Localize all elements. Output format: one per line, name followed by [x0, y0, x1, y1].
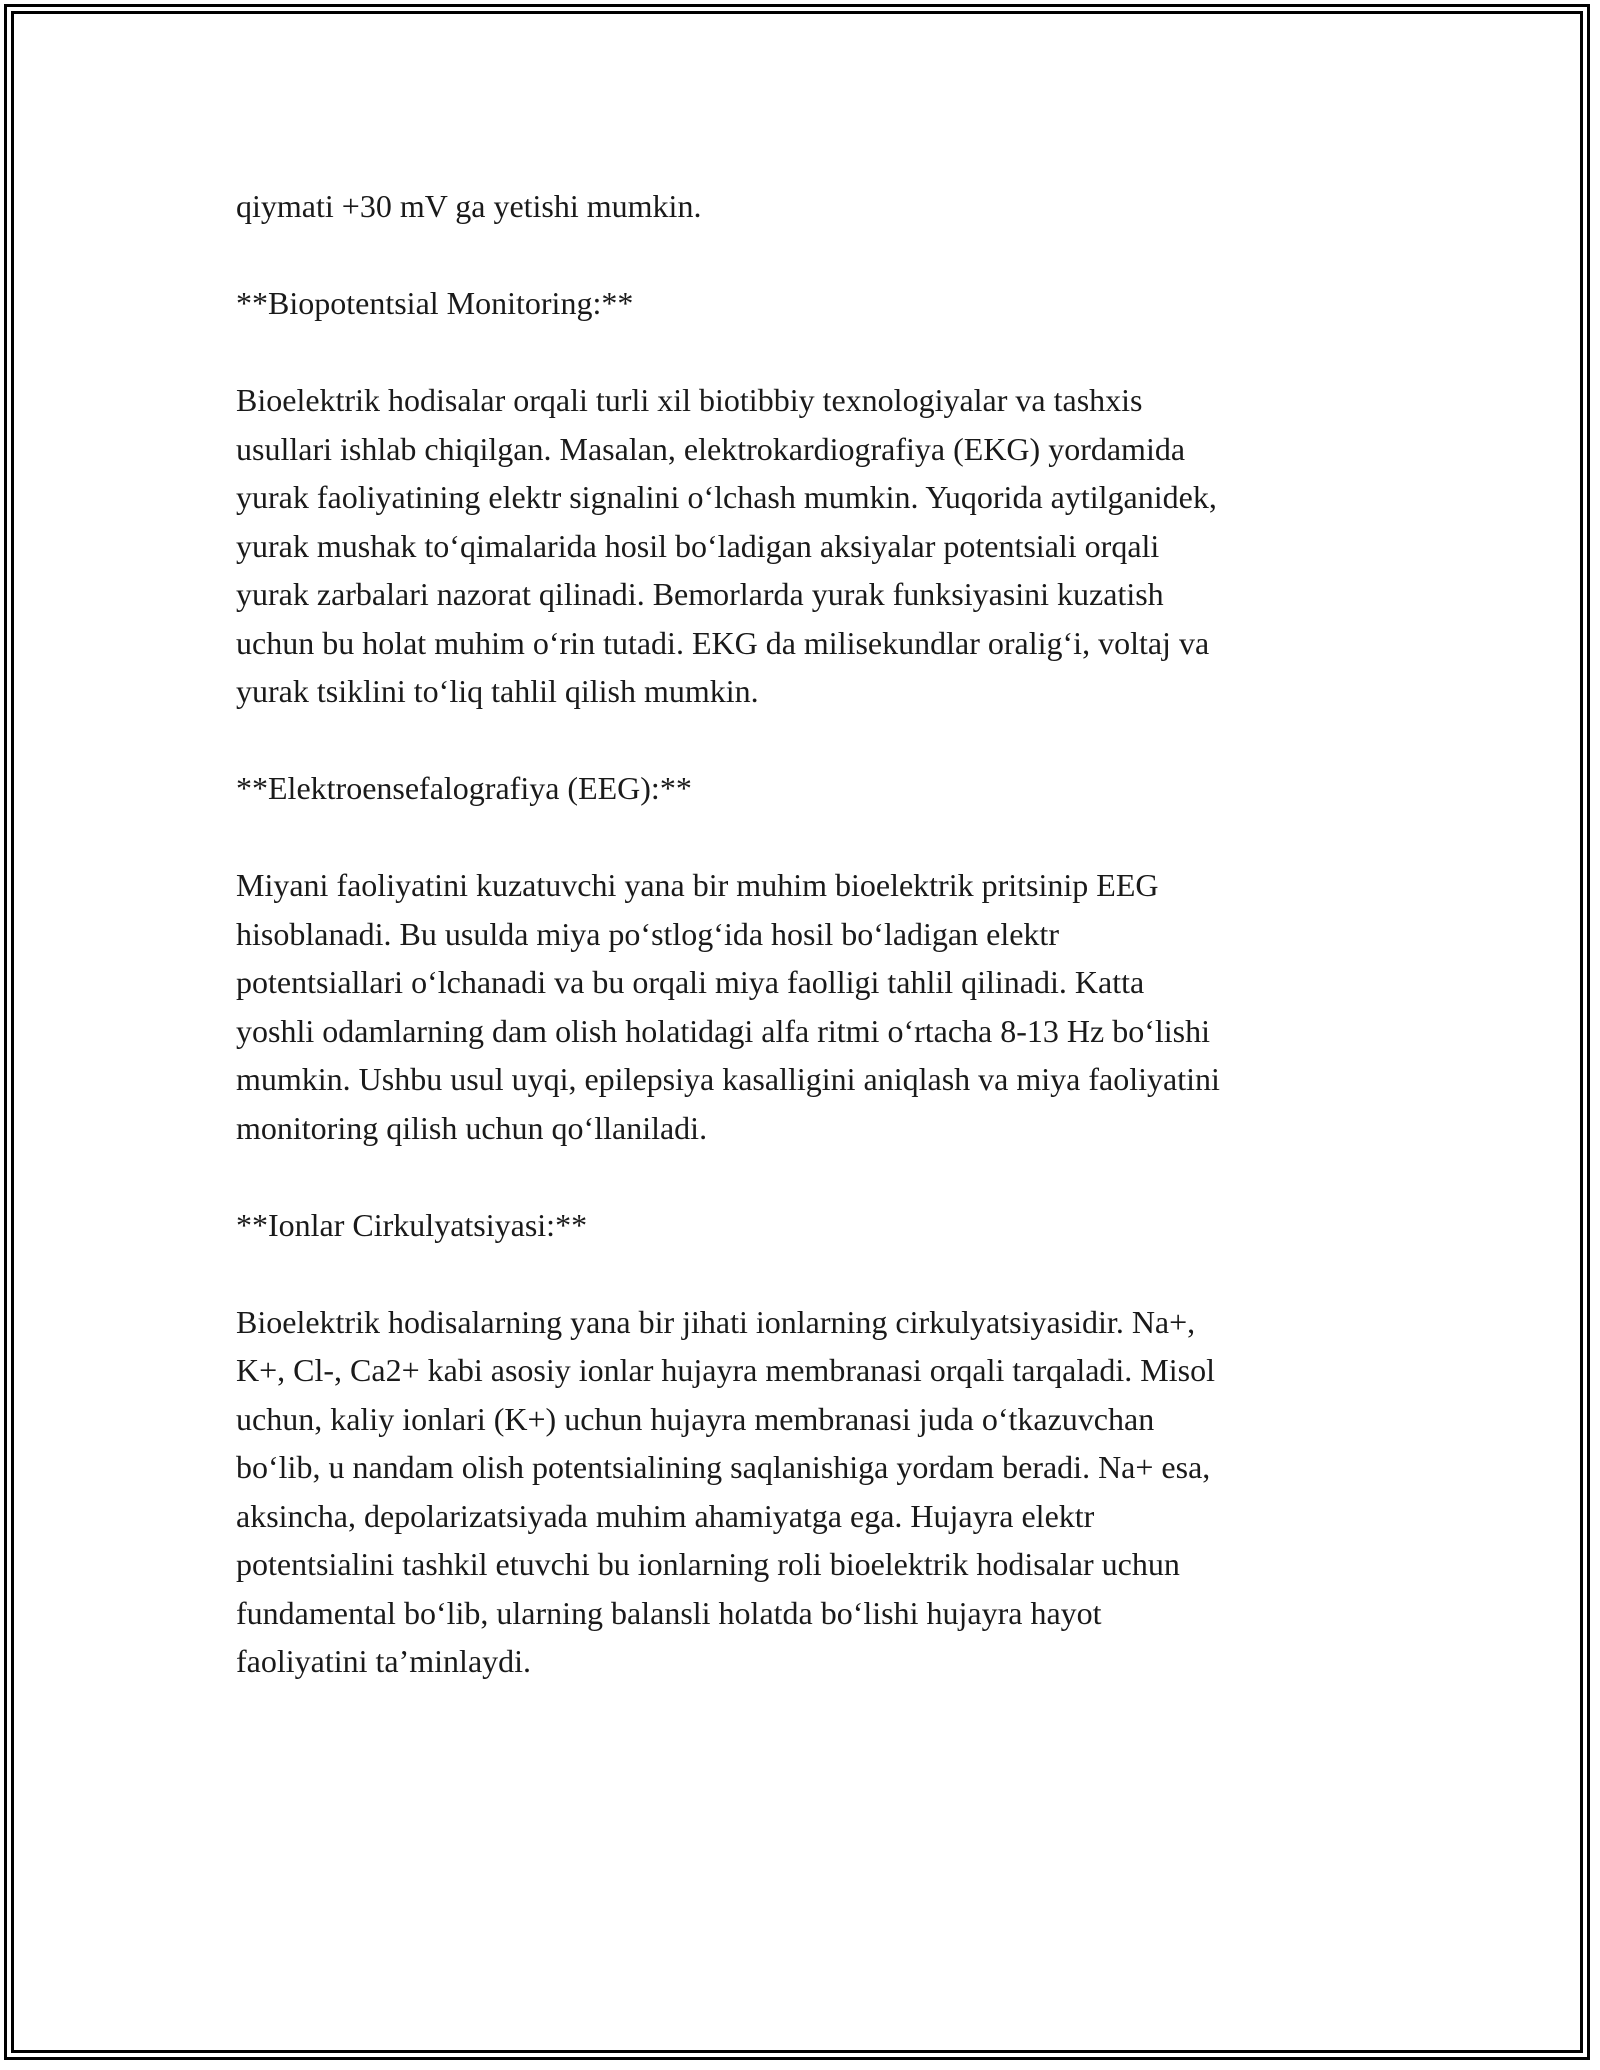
text-line: K+, Cl-, Ca2+ kabi asosiy ionlar hujayra membranasi orqali tarqaladi. Misol	[236, 1352, 1215, 1388]
text-line: monitoring qilish uchun qo‘llaniladi.	[236, 1109, 708, 1146]
heading-text: **Elektroensefalografiya (EEG):**	[236, 770, 692, 806]
text-line: Bioelektrik hodisalar orqali turli xil biotibbiy texnologiyalar va tashxis	[236, 382, 1143, 418]
paragraph-ekg	[236, 376, 1376, 716]
text-line: yurak tsiklini to‘liq tahlil qilish mumkin.	[236, 673, 759, 709]
text-line: potentsiallari o‘lchanadi va bu orqali miya faolligi tahlil qilinadi. Katta	[236, 964, 1145, 1000]
text-line: Miyani faoliyatini kuzatuvchi yana bir muhim bioelektrik pritsinip EEG	[236, 867, 1159, 903]
paragraph-eeg	[236, 861, 1376, 1152]
document-body	[236, 182, 1376, 1734]
text-line: bo‘lib, u nandam olish potentsialining saqlanishiga yordam beradi. Na+ esa,	[236, 1449, 1211, 1485]
paragraph-ionlar	[236, 1298, 1376, 1686]
text-line: qiymati +30 mV ga yetishi mumkin.	[236, 188, 702, 224]
text-line: usullari ishlab chiqilgan. Masalan, elektrokardiografiya (EKG) yordamida	[236, 430, 1186, 467]
text-line: yoshli odamlarning dam olish holatidagi alfa ritmi o‘rtacha 8-13 Hz bo‘lishi	[236, 1012, 1210, 1049]
text-line: aksincha, depolarizatsiyada muhim ahamiyatga ega. Hujayra elektr	[236, 1497, 1095, 1534]
heading-text: **Ionlar Cirkulyatsiyasi:**	[236, 1206, 588, 1243]
text-line: yurak zarbalari nazorat qilinadi. Bemorlarda yurak funksiyasini kuzatish	[236, 576, 1164, 612]
text-line: mumkin. Ushbu usul uyqi, epilepsiya kasalligini aniqlash va miya faoliyatini	[236, 1061, 1220, 1097]
text-line: Bioelektrik hodisalarning yana bir jihati ionlarning cirkulyatsiyasidir. Na+,	[236, 1303, 1196, 1340]
text-line: fundamental bo‘lib, ularning balansli holatda bo‘lishi hujayra hayot	[236, 1594, 1102, 1631]
heading-biopotentsial-monitoring	[236, 279, 1376, 328]
text-line: potentsialini tashkil etuvchi bu ionlarning roli bioelektrik hodisalar uchun	[236, 1546, 1180, 1582]
text-line: yurak mushak to‘qimalarida hosil bo‘ladigan aksiyalar potentsiali orqali	[236, 527, 1160, 564]
heading-text: **Biopotentsial Monitoring:**	[236, 285, 634, 321]
text-line: yurak faoliyatining elektr signalini o‘lchash mumkin. Yuqorida aytilganidek,	[236, 479, 1217, 515]
text-line: uchun, kaliy ionlari (K+) uchun hujayra membranasi juda o‘tkazuvchan	[236, 1400, 1155, 1437]
heading-elektroensefalografiya	[236, 764, 1376, 813]
text-line: hisoblanadi. Bu usulda miya po‘stlog‘ida hosil bo‘ladigan elektr	[236, 915, 1059, 952]
paragraph-intro	[236, 182, 1376, 231]
text-line: uchun bu holat muhim o‘rin tutadi. EKG da milisekundlar oralig‘i, voltaj va	[236, 624, 1210, 661]
heading-ionlar-cirkulyatsiyasi	[236, 1201, 1376, 1250]
text-line: faoliyatini ta’minlaydi.	[236, 1643, 532, 1679]
